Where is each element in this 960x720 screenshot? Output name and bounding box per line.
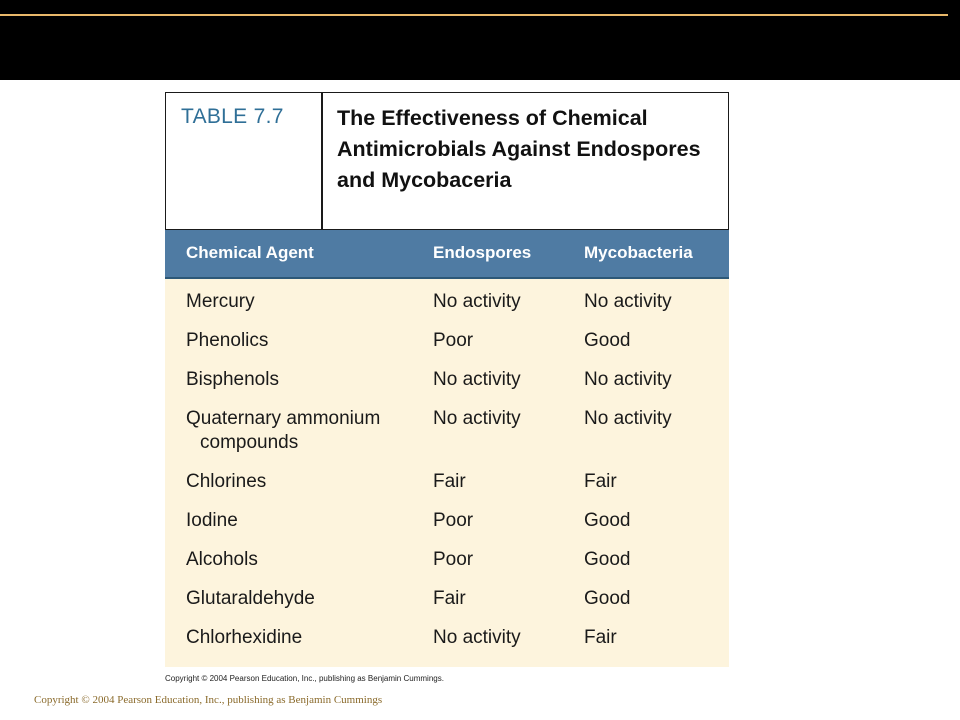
- table-figure: [165, 92, 729, 667]
- agent-cell: Bisphenols: [186, 369, 279, 390]
- table-row: [165, 464, 729, 503]
- mycobacteria-cell: No activity: [584, 369, 672, 390]
- endospores-cell: Poor: [433, 549, 474, 570]
- column-header-endospores: Endospores: [433, 243, 532, 262]
- agent-cell: Chlorhexidine: [186, 627, 303, 648]
- accent-line: [0, 14, 948, 16]
- mycobacteria-cell: No activity: [584, 291, 672, 312]
- table-row: [165, 542, 729, 581]
- agent-cell: [186, 407, 426, 455]
- top-bar: [0, 0, 960, 80]
- endospores-cell: Poor: [433, 510, 474, 531]
- endospores-cell: Poor: [433, 330, 474, 351]
- table-row: [165, 401, 729, 464]
- mycobacteria-cell: Good: [584, 549, 631, 570]
- table-row: [165, 503, 729, 542]
- endospores-cell: No activity: [433, 291, 521, 312]
- agent-cell: Chlorines: [186, 471, 267, 492]
- mycobacteria-cell: Fair: [584, 627, 617, 648]
- title-divider: [321, 93, 323, 229]
- table-title: The Effectiveness of Chemical Antimicrobials Against Endospores and Mycobaceria: [337, 106, 701, 192]
- table-body: [165, 284, 729, 659]
- table-row: [165, 581, 729, 620]
- endospores-cell: No activity: [433, 627, 521, 648]
- table-row: [165, 323, 729, 362]
- endospores-cell: Fair: [433, 588, 466, 609]
- mycobacteria-cell: Good: [584, 510, 631, 531]
- endospores-cell: No activity: [433, 408, 521, 429]
- slide-copyright: Copyright © 2004 Pearson Education, Inc., publishing as Benjamin Cummings: [34, 694, 383, 706]
- agent-cell: Mercury: [186, 291, 255, 312]
- agent-line-2: compounds: [200, 432, 299, 453]
- table-row: [165, 284, 729, 323]
- column-header-mycobacteria: Mycobacteria: [584, 243, 693, 262]
- figure-copyright: Copyright © 2004 Pearson Education, Inc., publishing as Benjamin Cummings.: [165, 674, 444, 683]
- mycobacteria-cell: Good: [584, 330, 631, 351]
- table-header: [165, 230, 729, 279]
- column-header-agent: Chemical Agent: [186, 243, 314, 262]
- table-row: [165, 362, 729, 401]
- endospores-cell: Fair: [433, 471, 466, 492]
- agent-cell: Alcohols: [186, 549, 258, 570]
- table-title-box: [165, 92, 729, 230]
- mycobacteria-cell: Fair: [584, 471, 617, 492]
- table-number: TABLE 7.7: [181, 105, 284, 128]
- agent-cell: Iodine: [186, 510, 238, 531]
- agent-cell: Phenolics: [186, 330, 269, 351]
- agent-line-1: Quaternary ammonium: [186, 408, 381, 429]
- table-row: [165, 620, 729, 659]
- agent-cell: Glutaraldehyde: [186, 588, 315, 609]
- endospores-cell: No activity: [433, 369, 521, 390]
- mycobacteria-cell: Good: [584, 588, 631, 609]
- mycobacteria-cell: No activity: [584, 408, 672, 429]
